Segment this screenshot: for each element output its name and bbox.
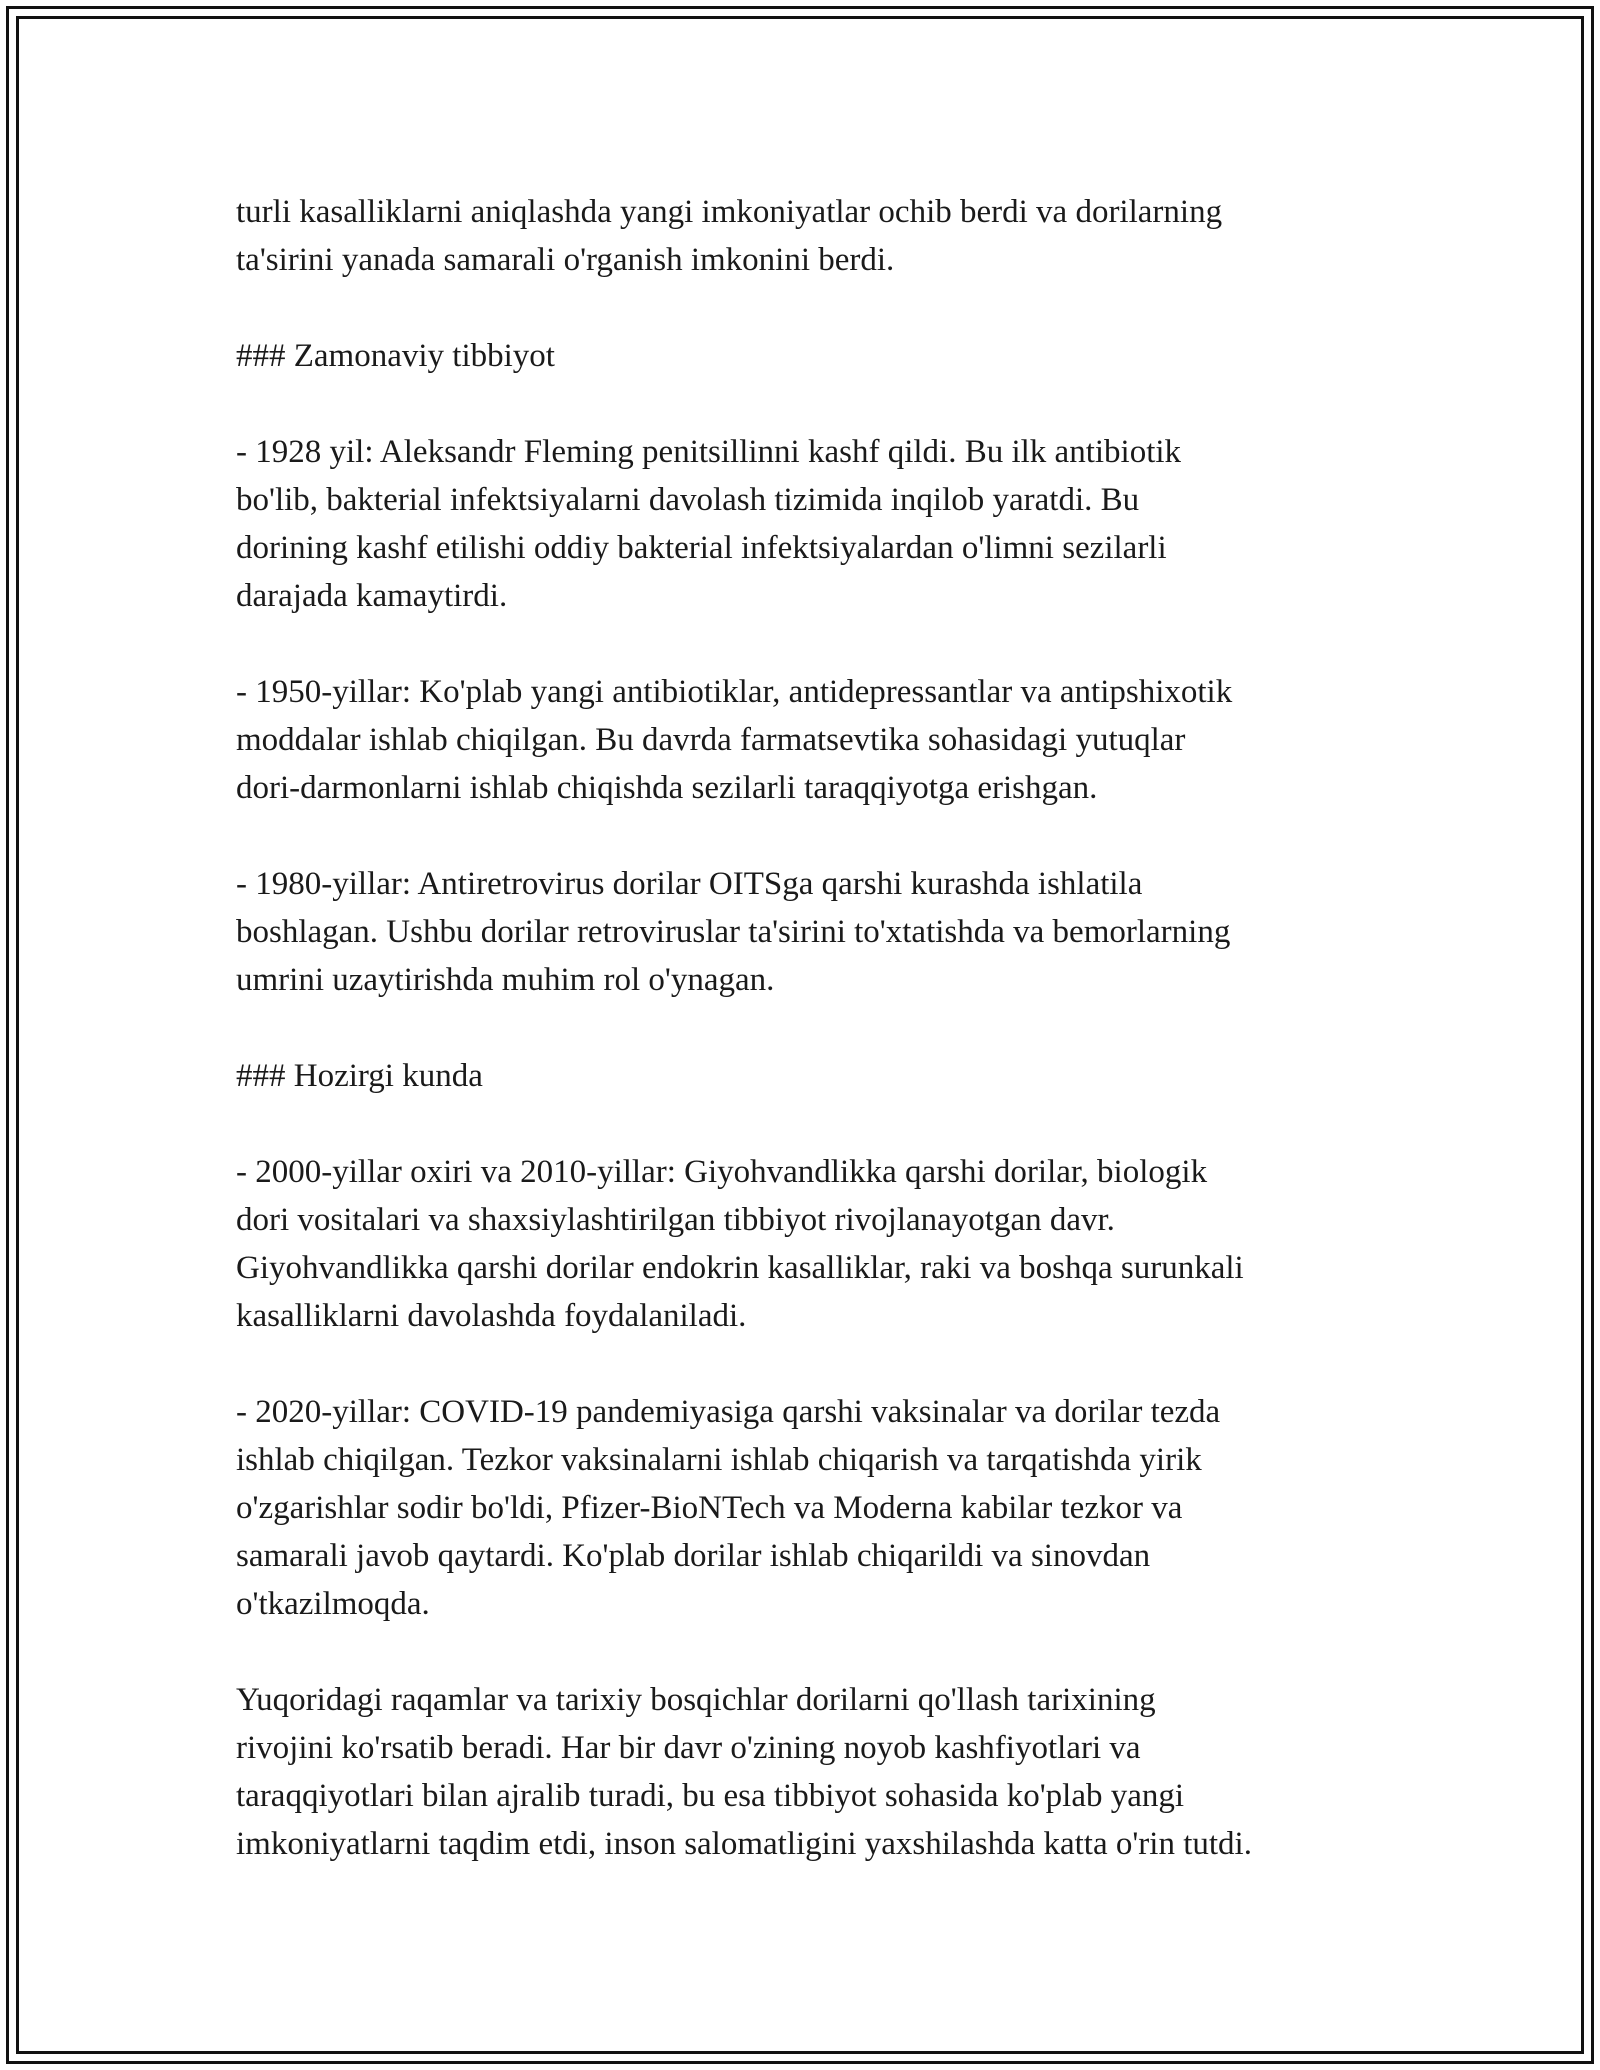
section-heading-present-day: ### Hozirgi kunda [236, 1058, 483, 1094]
section-heading-modern-medicine: ### Zamonaviy tibbiyot [236, 338, 555, 374]
document-body [236, 188, 1396, 1916]
list-item-2000s-2010s: - 2000-yillar oxiri va 2010-yillar: Giyohvandlikka qarshi dorilar, biologik dori vositalari va shaxsiylashtirilgan tibbiyot rivojlanayotgan davr. Giyohvandlikka qarshi dorilar endokrin kasalliklar, raki va boshqa surunkali kasalliklarni davolashda foydalaniladi. [236, 1154, 1244, 1334]
list-item-1950s: - 1950-yillar: Ko'plab yangi antibiotiklar, antidepressantlar va antipshixotik moddalar ishlab chiqilgan. Bu davrda farmatsevtika sohasidagi yutuqlar dori-darmonlarni ishlab chiqishda sezilarli taraqqiyotga erishgan. [236, 674, 1233, 806]
list-item-1928: - 1928 yil: Aleksandr Fleming penitsillinni kashf qildi. Bu ilk antibiotik bo'lib, bakterial infektsiyalarni davolash tizimida inqilob yaratdi. Bu dorining kashf etilishi oddiy bakterial infektsiyalardan o'limni sezilarli darajada kamaytirdi. [236, 434, 1182, 614]
list-item-1980s: - 1980-yillar: Antiretrovirus dorilar OITSga qarshi kurashda ishlatila boshlagan. Ushbu dorilar retroviruslar ta'sirini to'xtatishda va bemorlarning umrini uzaytirishda muhim rol o'ynagan. [236, 866, 1231, 998]
paragraph-conclusion: Yuqoridagi raqamlar va tarixiy bosqichlar dorilarni qo'llash tarixining rivojini ko'rsatib beradi. Har bir davr o'zining noyob kashfiyotlari va taraqqiyotlari bilan ajralib turadi, bu esa tibbiyot sohasida ko'plab yangi imkoniyatlarni taqdim etdi, inson salomatligini yaxshilashda katta o'rin tutdi. [236, 1682, 1252, 1862]
paragraph-intro-continuation: turli kasalliklarni aniqlashda yangi imkoniyatlar ochib berdi va dorilarning ta'sirini yanada samarali o'rganish imkonini berdi. [236, 194, 1223, 278]
list-item-2020s: - 2020-yillar: COVID-19 pandemiyasiga qarshi vaksinalar va dorilar tezda ishlab chiqilgan. Tezkor vaksinalarni ishlab chiqarish va tarqatishda yirik o'zgarishlar sodir bo'ldi, Pfizer-BioNTech va Moderna kabilar tezkor va samarali javob qaytardi. Ko'plab dorilar ishlab chiqarildi va sinovdan o'tkazilmoqda. [236, 1394, 1221, 1622]
